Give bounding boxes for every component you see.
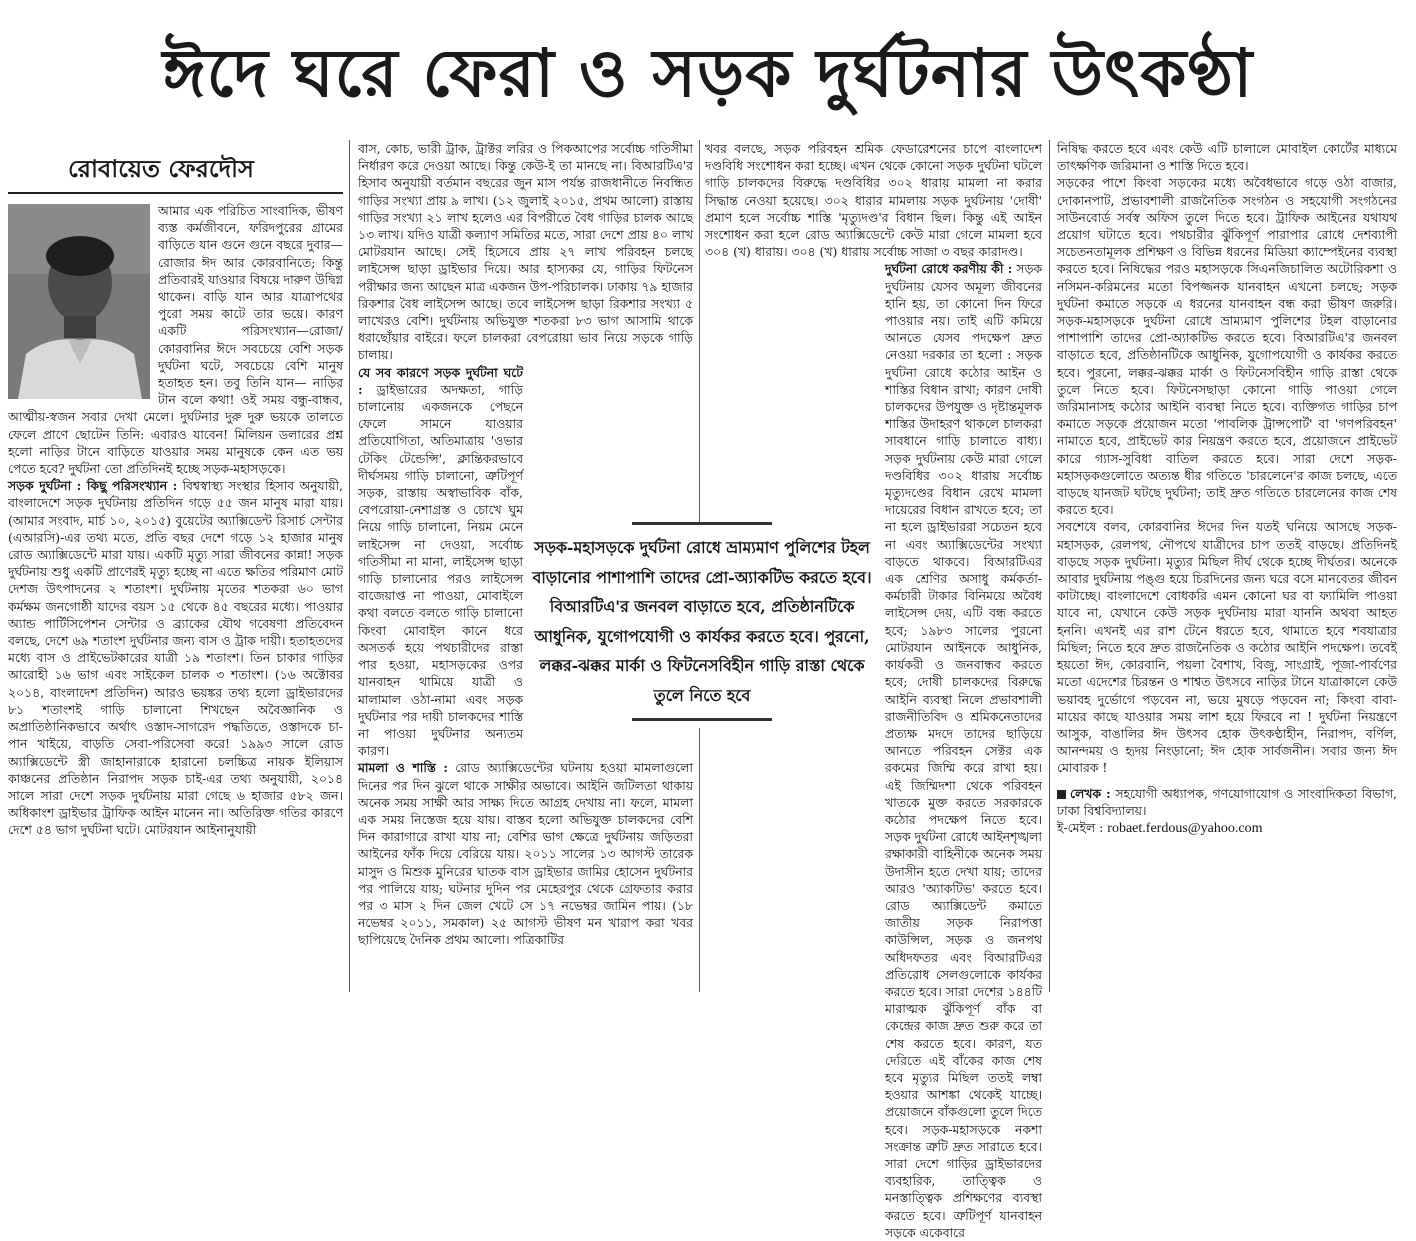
author-portrait-icon — [8, 204, 150, 399]
paragraph — [8, 477, 343, 838]
column-divider — [1049, 140, 1050, 992]
paragraph-text: বিশ্বস্বাস্থ্য সংস্থার হিসাব অনুযায়ী, বাংলাদেশে সড়ক দুর্ঘটনায় প্রতিদিন গড়ে ৫৫ জন মানুষ মারা যায়। (আমার সংবাদ, মার্চ ১০, ২০১৫) বুয়েটের অ্যাক্সিডেন্ট রিসার্চ সেন্টার (এআরসি)-এর তথ্য মতে, প্রতি বছর দেশে গড়ে ১২ হাজার মানুষ রোড অ্যাক্সিডেন্টে মারা যায়। একটি মৃত্যু সারা জীবনের কান্না! সড়ক দুর্ঘটনায় শুধু একটি প্রাণেরই মৃত্যু হচ্ছে না এতে ক্ষতির পরিমাণ মোট দেশজ উৎপাদনের ২ শতাংশ। দুর্ঘটনায় মৃতের শতকরা ৬০ ভাগ কর্মক্ষম জনগোষ্ঠী যাদের বয়স ১৫ থেকে ৪৫ বছরের মধ্যে। পাওয়ার অ্যান্ড পার্টিসিপেশন সেন্টার ও ব্র্যাকের যৌথ গবেষণা প্রতিবেদন বলছে, দেশে ৬৯ শতাংশ দুর্ঘটনার জন্য বাস ও ট্রাক দায়ী। হতাহতদের মধ্যে বাস ও প্রাইভেটকারের যাত্রী ১৯ শতাংশ। তিন চাকার গাড়ির আরোহী ১৬ ভাগ এবং সাইকেল চালক ৩ শতাংশ। (১৬ অক্টোবর ২০১৪, বাংলাদেশ প্রতিদিন) আরও ভয়ঙ্কর তথ্য হলো ড্রাইভারদের ৮১ শতাংশই গাড়ি চালানো শিখছেন অবৈজ্ঞানিক ও অপ্রাতিষ্ঠানিকভাবে অর্থাৎ ওস্তাদ-সাগরেদ পদ্ধতিতে, ওস্তাদকে চা-পান খাইয়ে, বাড়তি সেবা-পরিসেবা করে! ১৯৯৩ সালে রোড অ্যাক্সিডেন্টে স্ত্রী জাহানারাকে হারানো চলচ্চিত্র নায়ক ইলিয়াস কাঞ্চনের প্রতিষ্ঠান নিরাপদ সড়ক চাই-এর তথ্য অনুযায়ী, ২০১৪ সালে সারা দেশে সড়ক দুর্ঘটনায় মারা গেছে ৬ হাজার ৫৮২ জন। অধিকাংশ ড্রাইভার ট্রাফিক আইন মানেন না। অতিরিক্ত গতির কারণে দেশে ৫৪ ভাগ দুর্ঘটনা ঘটে। মোটরযান আইনানুযায়ী — [8, 478, 343, 838]
author-info — [1057, 785, 1397, 819]
subheading: দুর্ঘটনা রোধে করণীয় কী : — [885, 261, 1013, 277]
author-photo — [8, 204, 150, 399]
column-4 — [1057, 140, 1397, 992]
paragraph-text: সড়ক দুর্ঘটনায় যেসব অমূল্য জীবনের হানি হয়, তা কোনো দিন ফিরে পাওয়ার নয়। তাই এটি কমিয়ে আনতে যেসব পদক্ষেপ দ্রুত নেওয়া দরকার তা হলো : সড়ক দুর্ঘটনা রোধে কঠোর আইন ও শাস্তির বিধান রাখা; কারণ দোষী চালকদের উপযুক্ত ও দৃষ্টান্তমূলক শাস্তির উদাহরণ থাকলে চালকরা সাবধানে গাড়ি চালাতে বাধ্য। সড়ক দুর্ঘটনায় কেউ মারা গেলে দণ্ডবিধির ৩০২ ধারায় সর্বোচ্চ মৃত্যুদণ্ডের বিধান রেখে মামলা দায়েরের বিধান রাখতে হবে; তা না হলে ড্রাইভাররা সচেতন হবে না এবং অ্যাক্সিডেন্টের সংখ্যা বাড়তে থাকবে। বিআরটিএর এক শ্রেণির অসাধু কর্মকর্তা-কর্মচারী টাকার বিনিময়ে অবৈধ লাইসেন্স দেয়, এটি বন্ধ করতে হবে; ১৯৮৩ সালের পুরনো মোটরযান আইনকে আধুনিক, কার্যকরী ও জনবান্ধব করতে হবে; দোষী চালকদের বিরুদ্ধে আইনি ব্যবস্থা নিলে প্রভাবশালী রাজনীতিবিদ ও শ্রমিকনেতাদের প্রত্যক্ষ মদদে তাদের ছাড়িয়ে আনতে পরিবহন সেক্টর এক রকমের জিম্মি করে রাখা হয়। এই জিম্মিদশা থেকে পরিবহন খাতকে মুক্ত করতে সরকারকে কঠোর পদক্ষেপ নিতে হবে। সড়ক দুর্ঘটনা রোধে আইনশৃঙ্খলা রক্ষাকারী বাহিনীকে অনেক সময় উদাসীন হতে দেখা যায়; তাদের আরও 'অ্যাকটিভ' করতে হবে। রোড অ্যাক্সিডেন্ট কমাতে জাতীয় সড়ক নিরাপত্তা কাউন্সিল, সড়ক ও জনপথ অধিদফতর এবং বিআরটিএর প্রতিরোধ সেলগুলোকে কার্যকর করতে হবে। সারা দেশের ১৪৪টি মারাত্মক ঝুঁকিপূর্ণ বাঁক বা কেন্দ্রের কাজ দ্রুত শুরু করে তা শেষ করতে হবে। কারণ, যত দেরিতে এই বাঁকের কাজ শেষ হবে মৃত্যুর মিছিল ততই লম্বা হওয়ার আশঙ্কা থেকেই যাচ্ছে। প্রয়োজনে বাঁকগুলো তুলে দিতে হবে। সড়ক-মহাসড়কে নকশা সংক্রান্ত ত্রুটি দ্রুত সারাতে হবে। সারা দেশে গাড়ির ড্রাইভারদের ব্যবহারিক, তাত্ত্বিক ও মনস্তাত্ত্বিক প্রশিক্ষণের ব্যবস্থা করতে হবে। ত্রুটিপূর্ণ যানবাহন সড়কে একেবারে — [885, 261, 1042, 1240]
pull-quote-text: সড়ক-মহাসড়কে দুর্ঘটনা রোধে ভ্রাম্যমাণ পুলিশের টহল বাড়ানোর পাশাপাশি তাদের প্রো-অ্যাকটিভ করতে হবে। বিআরটিএ'র জনবল বাড়াতে হবে, প্রতিষ্ঠানটিকে আধুনিক, যুগোপযোগী ও কার্যকর করতে হবে। পুরনো, লক্কর-ঝক্কর মার্কা ও ফিটনেসবিহীন গাড়ি রাস্তা থেকে তুলে নিতে হবে — [532, 538, 872, 705]
paragraph — [705, 260, 1042, 1241]
paragraph: সড়কের পাশে কিংবা সড়কের মধ্যে অবৈধভাবে গড়ে ওঠা বাজার, দোকানপাট, প্রভাবশালী রাজনৈতিক সংগঠন ও সহযোগী সংগঠনের সাউনবোর্ড সর্বস্ব অফিস তুলে দিতে হবে। ট্রাফিক আইনের যথাযথ প্রয়োগ ঘটাতে হবে। পথচারীর ঝুঁকিপূর্ণ পারাপার রোধে দেশব্যাপী সচেতনতামূলক প্রশিক্ষণ ও বিভিন্ন ধরনের মিডিয়া ক্যাম্পেইনের ব্যবস্থা করতে হবে। নিষিদ্ধের পরও মহাসড়কে সিএনজিচালিত অটোরিকশা ও নসিমন-করিমনের মতো বিপজ্জনক যানবাহন এখনো চলছে; সড়ক দুর্ঘটনা কমাতে সড়কে এ ধরনের যানবাহন বন্ধ করা ভীষণ জরুরি। সড়ক-মহাসড়কে দুর্ঘটনা রোধে ভ্রাম্যমাণ পুলিশের টহল বাড়ানোর পাশাপাশি তাদের প্রো-অ্যাকটিভ করতে হবে। বিআরটিএ'র জনবল বাড়াতে হবে, প্রতিষ্ঠানটিকে আধুনিক, যুগোপযোগী ও কার্যকর করতে হবে। পুরনো, লক্কর-ঝক্কর মার্কা ও ফিটনেসবিহীন গাড়ি রাস্তা থেকে তুলে নিতে হবে। ফিটনেসছাড়া কোনো গাড়ি পাওয়া গেলে জরিমানাসহ কঠোর আইনি ব্যবস্থা নিতে হবে। ব্যক্তিগত গাড়ির চাপ কমাতে সড়কে প্রয়োজন মতো 'পাবলিক ট্রান্সপোর্ট' বা 'গণপরিবহন' নামাতে হবে, প্রাইভেট কার নিয়ন্ত্রণ করতে হবে, প্রয়োজনে প্রাইভেট কারে গ্যাস-সুবিধা বাতিল করতে হবে। সারা দেশে সড়ক-মহাসড়কগুলোতে অত্যন্ত ধীর গতিতে 'চারলেনে'র কাজ চলছে, এতে বাড়ছে যানজট ঘটছে দুর্ঘটনা; তাই দ্রুত গতিতে চারলেনের কাজ শেষ করতে হবে। — [1057, 175, 1397, 518]
pull-quote — [527, 522, 877, 728]
pull-quote-rule — [632, 718, 772, 721]
author-text: সহযোগী অধ্যাপক, গণযোগাযোগ ও সাংবাদিকতা বিভাগ, ঢাকা বিশ্ববিদ্যালয়। — [1057, 785, 1397, 818]
paragraph: খবর বলছে, সড়ক পরিবহন শ্রমিক ফেডারেশনের চাপে বাংলাদেশ দণ্ডবিধি সংশোধন করা হচ্ছে। এখন থেকে কোনো সড়ক দুর্ঘটনা ঘটলে গাড়ি চালকদের বিরুদ্ধে দণ্ডবিধির ৩০২ ধারায় মামলা না করার সিদ্ধান্ত নেওয়া হয়েছে। ৩০২ ধারার মামলায় সড়ক দুর্ঘটনায় 'দোষী' প্রমাণ হলে সর্বোচ্চ শাস্তি 'মৃত্যুদণ্ড'র বিধান ছিল। কিন্তু এই আইন সংশোধন করা হলে রোড অ্যাক্সিডেন্টে কেউ মারা গেলে মামলা হবে ৩০৪ (খ) ধারায়। ৩০৪ (খ) ধারায় সর্বোচ্চ সাজা ৩ বছর কারাদণ্ড। — [705, 141, 1042, 260]
paragraph: নিষিদ্ধ করতে হবে এবং কেউ এটি চালালে মোবাইল কোর্টের মাধ্যমে তাৎক্ষণিক জরিমানা ও শাস্তি দিতে হবে। — [1057, 141, 1397, 174]
subheading: যে সব কারণে সড়ক দুর্ঘটনা ঘটে : — [358, 364, 523, 397]
square-bullet-icon — [1057, 790, 1066, 799]
paragraph: সবশেষে বলব, কোরবানির ঈদের দিন যতই ঘনিয়ে আসছে সড়ক-মহাসড়ক, রেলপথ, নৌপথে যাত্রীদের চাপ ততই বাড়ছে। প্রতিদিনই বাড়ছে সড়ক দুর্ঘটনা। মৃত্যুর মিছিল দীর্ঘ থেকে হচ্ছে দীর্ঘতর। অনেকে আবার দুর্ঘটনায় পঙ্গু হয়ে চিরদিনের জন্য ঘরে বসে মানবেতর জীবন কাটাচ্ছে। বাংলাদেশে বোধকরি এমন কোনো ঘর বা ফ্যামিলি পাওয়া যাবে না, যেখানে কেউ সড়ক দুর্ঘটনায় মারা যাননি অথবা আহত হননি। এখনই এর রাশ টেনে ধরতে হবে, থামাতে হবে শবযাত্রার মিছিল; নিতে হবে দ্রুত রাজনৈতিক ও কঠোর আইনি পদক্ষেপ। তবেই হয়তো ঈদ, কোরবানি, পয়লা বৈশাখ, বিজু, সাংগ্রাই, পূজা-পার্বণের মতো এদেশের চিরন্তন ও শাশ্বত উৎসবে নাড়ির টানে যাত্রাকালে কেউ ভয়াবহ দুর্ভোগে পড়বেন না, ভয়ে মুষড়ে পড়বেন না; কিংবা বাবা-মায়ের কাছে যাওয়ার সময় লাশ হয়ে ফিরবে না ! দুর্ঘটনা নিয়ন্ত্রণে আসুক, বাঙালির ঈদ উৎসব হোক উৎকণ্ঠাহীন, নিরাপদ, বর্ণিল, আনন্দময় ও হৃদয় নিংড়ানো; ঈদ হোক সার্বজনীন। সবার জন্য ঈদ মোবারক ! — [1057, 519, 1397, 776]
byline: রোবায়েত ফেরদৌস — [68, 154, 254, 183]
paragraph — [358, 759, 693, 948]
byline-rule — [8, 192, 343, 194]
subheading: মামলা ও শাস্তি : — [358, 760, 448, 776]
paragraph: বাস, কোচ, ভারী ট্রাক, ট্রাক্টর লরির ও পিকআপের সর্বোচ্চ গতিসীমা নির্ধারণ করে দেওয়া আছে। কিন্তু কেউ-ই তা মানছে না। বিআরটিএ'র হিসাব অনুযায়ী বর্তমান বছরের জুন মাস পর্যন্ত রাজধানীতে নিবন্ধিত গাড়ির সংখ্যা প্রায় ৯ লাখ। (১২ জুলাই ২০১৫, প্রথম আলো) রাস্তায় গাড়ির সংখ্যা ২১ লাখ হলেও এর বিপরীতে বৈধ গাড়ির চালক আছে ১৩ লাখ। যদিও যাত্রী কল্যাণ সমিতির মতে, সারা দেশে প্রায় ৪০ লাখ মোটরযান আছে। সেই হিসেবে প্রায় ২৭ লাখ পরিবহন চলছে লাইসেন্স ছাড়া ড্রাইভার দিয়ে। আর হাস্যকর যে, গাড়ির ফিটনেস পরীক্ষার জন্য আছেন মাত্র একজন উপ-পরিচালক। ঢাকায় ৭৯ হাজার রিকশার বৈধ লাইসেন্স আছে। তবে লাইসেন্স ছাড়া রিকশার সংখ্যা ৫ লাখেরও বেশি। দুর্ঘটনায় অভিযুক্ত শতকরা ৮৩ ভাগ আসামি থাকে ধরাছোঁয়ার বাইরে। ফলে চালকরা বেপরোয়া ভাব নিয়ে সড়কে গাড়ি চালায়। — [358, 141, 693, 363]
paragraph-text: রোড অ্যাক্সিডেন্টের ঘটনায় হওয়া মামলাগুলো দিনের পর দিন ঝুলে থাকে সাক্ষীর অভাবে। আইনি জটিলতা থাকায় অনেক সময় সাক্ষী আর সাক্ষ্য দিতে আগ্রহ দেখায় না। ফলে, মামলা এক সময় নিস্তেজ হয়ে যায়। বাস্তব হলো অভিযুক্ত চালকদের বেশি দিন কারাগারে রাখা যায় না; বেশির ভাগ ক্ষেত্রে দুর্ঘটনায় জড়িতরা আইনের ফাঁক দিয়ে বেরিয়ে যায়। ২০১১ সালের ১৩ আগস্ট তারেক মাসুদ ও মিশুক মুনিরের ঘাতক বাস ড্রাইভার জামির হোসেন দুর্ঘটনার পর পালিয়ে যায়; ঘটনার দুদিন পর মেহেরপুর থেকে গ্রেফতার করার পর ৩ মাস ২ দিন জেল খেটে সে ১৭ নভেম্বর জামিন পায়। (১৮ নভেম্বর ২০১১, সমকাল) ২৫ আগস্ট ভীষণ মন খারাপ করা খবর ছাপিয়েছে দৈনিক প্রথম আলো। পত্রিকাটির — [358, 760, 693, 948]
author-note — [1057, 785, 1397, 838]
paragraph-text: ড্রাইভারের অদক্ষতা, গাড়ি চালানোয় একজনকে পেছনে ফেলে সামনে যাওয়ার প্রতিযোগিতা, অতিমাত্রায় 'ওভার টেকিং টেন্ডেন্সি', ক্লান্তিকরভাবে দীর্ঘসময় গাড়ি চালানো, ত্রুটিপূর্ণ সড়ক, রাস্তায় অস্বাভাবিক বাঁক, বেপরোয়া-নেশাগ্রস্ত ও চোখে ঘুম নিয়ে গাড়ি চালানো, নিয়ম মেনে লাইসেন্স না দেওয়া, সর্বোচ্চ গতিসীমা না মানা, লাইসেন্স ছাড়া গাড়ি চালানোর পরও লাইসেন্স বাজেয়াপ্ত না পাওয়া, মোবাইলে কথা বলতে বলতে গাড়ি চালানো কিংবা মোবাইল কানে ধরে অসতর্ক হয়ে পথচারীদের রাস্তা পার হওয়া, মহাসড়কের ওপর যানবাহন থামিয়ে যাত্রী ও মালামাল ওঠা-নামা এবং সড়ক দুর্ঘটনার পর দায়ী চালকদের শাস্তি না পাওয়া দুর্ঘটনার অন্যতম কারণ। — [358, 381, 523, 759]
headline: ঈদে ঘরে ফেরা ও সড়ক দুর্ঘটনার উৎকণ্ঠা — [162, 34, 1254, 112]
pull-quote-rule — [632, 522, 772, 525]
column-divider — [349, 140, 350, 992]
email-label: ই-মেইল : — [1057, 819, 1104, 835]
email-link[interactable]: robaet.ferdous@yahoo.com — [1107, 820, 1263, 836]
email-line — [1057, 819, 1397, 837]
column-1 — [8, 140, 343, 992]
author-label: লেখক : — [1070, 785, 1111, 801]
subheading: সড়ক দুর্ঘটনা : কিছু পরিসংখ্যান : — [8, 478, 178, 494]
paragraph: আমার এক পরিচিত সাংবাদিক, ভীষণ ব্যস্ত কর্মজীবনে, ফরিদপুরের গ্রামের বাড়িতে যান গুনে গুনে বছরে দুবার— রোজার ঈদ আর কোরবানিতে; কিন্তু প্রতিবারই যাওয়ার বিষয়ে দারুণ উদ্বিগ্ন থাকেন। বাড়ি যান আর যাত্রাপথের পুরো সময় কাটে তার ভয়ে। কারণ একটি পরিসংখ্যান—রোজা/কোরবানির ঈদে সবচেয়ে বেশি সড়ক দুর্ঘটনা ঘটে, সবচেয়ে বেশি মানুষ হতাহত হন। তবু তিনি যান— নাড়ির টান বলে কথা! ওই সময় বন্ধু-বান্ধব, আত্মীয়-স্বজন সবার দেখা মেলে। দুর্ঘটনার দুরু দুরু ভয়কে তালতে ফেলে প্রাণে ছোটেন তিনি: এবারও যাবেন! মিলিয়ন ডলারের প্রশ্ন হলো নাড়ির টানে বাড়িতে যাওয়ার সময় মানুষকে কেন এত ভয় পেতে হবে? দুর্ঘটনা তো প্রতিদিনই হচ্ছে সড়ক-মহাসড়কে। — [8, 203, 343, 477]
